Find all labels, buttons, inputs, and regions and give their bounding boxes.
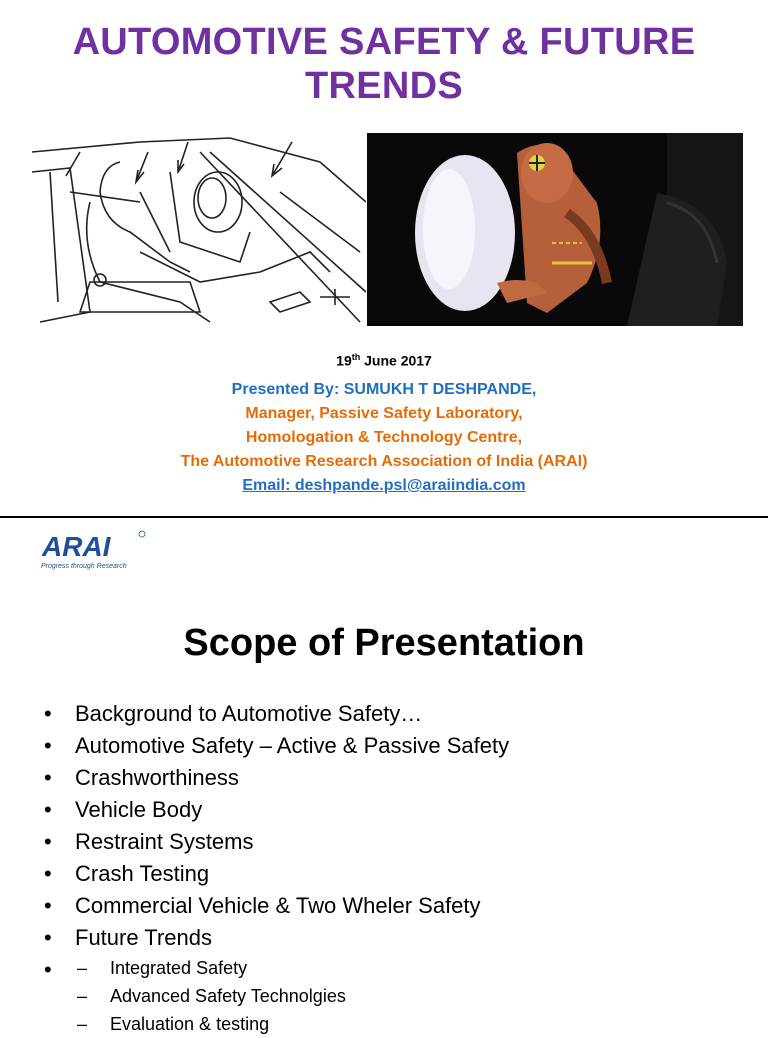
presenter-email-link[interactable]: Email: deshpande.psl@araiindia.com xyxy=(242,477,526,494)
scope-bullet-list xyxy=(44,698,509,1038)
bullet-item: • Commercial Vehicle & Two Wheler Safety xyxy=(44,890,509,922)
arai-logo xyxy=(40,526,152,570)
presenter-centre: Homologation & Technology Centre, xyxy=(245,429,523,446)
sub-bullet-item: – • Integrated Safety xyxy=(77,954,509,982)
presenter-organization: The Automotive Research Association of India (ARAI) xyxy=(180,453,588,470)
bullet-item: • Vehicle Body xyxy=(44,794,509,826)
date-month-year: June 2017 xyxy=(360,352,432,369)
sub-bullet-list xyxy=(77,954,509,1038)
presentation-date xyxy=(0,352,768,369)
slide-title: Scope of Presentation xyxy=(183,622,585,664)
title-slide xyxy=(0,0,768,512)
bullet-item: • Background to Automotive Safety… xyxy=(44,698,509,730)
sub-bullet-item: – Evaluation & testing xyxy=(77,1010,509,1038)
svg-text:Progress through Research: Progress through Research xyxy=(41,563,127,570)
bullet-item: • Crash Testing xyxy=(44,858,509,890)
restraint-system-illustration xyxy=(30,132,366,328)
slide-title xyxy=(0,20,768,108)
bullet-item: • Restraint Systems xyxy=(44,826,509,858)
sub-bullet-item: – Advanced Safety Technolgies xyxy=(77,982,509,1010)
bullet-item: • Automotive Safety – Active & Passive Safety xyxy=(44,730,509,762)
presenter-role: Manager, Passive Safety Laboratory, xyxy=(245,405,523,422)
future-trends-subitems xyxy=(44,954,509,1038)
presenter-block xyxy=(0,378,768,498)
slide-title-line2: TRENDS xyxy=(304,65,464,107)
date-suffix: th xyxy=(351,352,361,362)
bullet-item: • Crashworthiness xyxy=(44,762,509,794)
bullet-item: • Future Trends xyxy=(44,922,509,954)
presenter-name: Presented By: SUMUKH T DESHPANDE, xyxy=(231,381,537,398)
date-day: 19 xyxy=(336,352,352,369)
airbag-crash-test-photo xyxy=(367,133,743,326)
scope-slide xyxy=(0,518,768,1034)
svg-text:ARAI: ARAI xyxy=(42,531,111,562)
slide-title-line1: AUTOMOTIVE SAFETY & FUTURE xyxy=(72,21,696,63)
